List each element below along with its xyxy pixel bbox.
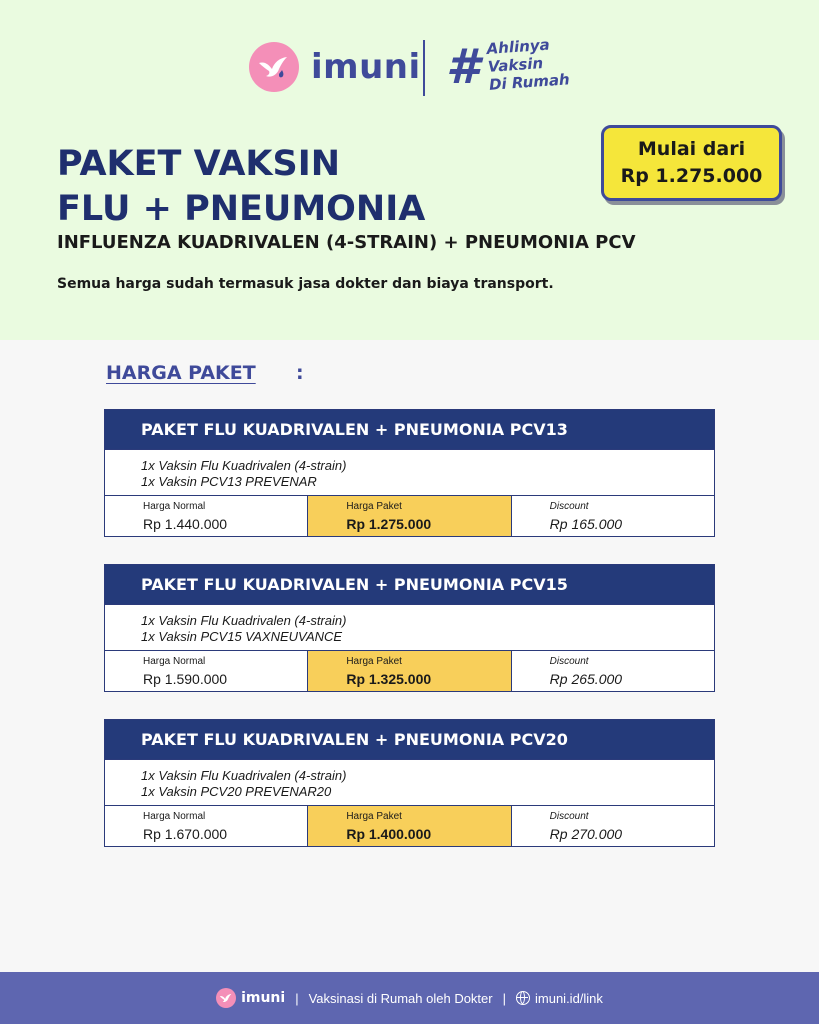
normal-price-label: Harga Normal bbox=[143, 501, 206, 512]
package-item: 1x Vaksin PCV15 VAXNEUVANCE bbox=[141, 629, 343, 644]
discount-value: Rp 265.000 bbox=[549, 671, 623, 687]
section-colon: : bbox=[296, 362, 304, 384]
discount-label: Discount bbox=[549, 501, 589, 512]
tagline bbox=[486, 34, 570, 93]
normal-price-cell bbox=[105, 806, 307, 846]
globe-icon bbox=[516, 991, 530, 1005]
footer-separator: | bbox=[295, 990, 299, 1006]
discount-cell bbox=[511, 651, 714, 691]
package-item: 1x Vaksin PCV13 PREVENAR bbox=[141, 474, 317, 489]
package-price-label: Harga Paket bbox=[346, 501, 402, 512]
package-price-label: Harga Paket bbox=[346, 811, 402, 822]
package-item: 1x Vaksin PCV20 PREVENAR20 bbox=[141, 784, 332, 799]
bird-logo-icon bbox=[249, 42, 299, 92]
footer-service-text: Vaksinasi di Rumah oleh Dokter bbox=[308, 990, 493, 1006]
package-item: 1x Vaksin Flu Kuadrivalen (4-strain) bbox=[141, 458, 347, 473]
package-price-cell bbox=[307, 651, 510, 691]
starting-price-badge bbox=[601, 125, 782, 201]
package-items bbox=[105, 604, 714, 651]
tagline-line: Vaksin bbox=[487, 54, 544, 76]
price-row bbox=[105, 496, 714, 536]
package-item: 1x Vaksin Flu Kuadrivalen (4-strain) bbox=[141, 613, 347, 628]
brand-name: imuni bbox=[311, 47, 421, 87]
price-row bbox=[105, 651, 714, 691]
page-subtitle: INFLUENZA KUADRIVALEN (4-STRAIN) + PNEUMONIA PCV bbox=[57, 232, 636, 253]
package-price-value: Rp 1.400.000 bbox=[346, 826, 432, 842]
tagline-line: Di Rumah bbox=[488, 70, 571, 94]
normal-price-cell bbox=[105, 651, 307, 691]
package-price-cell bbox=[307, 496, 510, 536]
package-card bbox=[104, 409, 715, 537]
package-card bbox=[104, 564, 715, 692]
discount-value: Rp 165.000 bbox=[549, 516, 623, 532]
package-item: 1x Vaksin Flu Kuadrivalen (4-strain) bbox=[141, 768, 347, 783]
normal-price-cell bbox=[105, 496, 307, 536]
package-name: PAKET FLU KUADRIVALEN + PNEUMONIA PCV20 bbox=[105, 720, 714, 759]
package-price-label: Harga Paket bbox=[346, 656, 402, 667]
title-line: FLU + PNEUMONIA bbox=[57, 189, 426, 229]
discount-cell bbox=[511, 806, 714, 846]
package-price-cell bbox=[307, 806, 510, 846]
footer-link[interactable]: imuni.id/link bbox=[535, 990, 603, 1006]
package-price-value: Rp 1.275.000 bbox=[346, 516, 432, 532]
price-row bbox=[105, 806, 714, 846]
price-note: Semua harga sudah termasuk jasa dokter dan biaya transport. bbox=[57, 276, 554, 292]
footer-bar bbox=[0, 972, 819, 1024]
normal-price-label: Harga Normal bbox=[143, 656, 206, 667]
section-title: HARGA PAKET bbox=[106, 362, 256, 384]
footer-separator: | bbox=[502, 990, 506, 1006]
discount-label: Discount bbox=[549, 811, 589, 822]
package-name: PAKET FLU KUADRIVALEN + PNEUMONIA PCV13 bbox=[105, 410, 714, 449]
discount-cell bbox=[511, 496, 714, 536]
hashtag-symbol: # bbox=[446, 39, 480, 95]
package-name: PAKET FLU KUADRIVALEN + PNEUMONIA PCV15 bbox=[105, 565, 714, 604]
footer-brand: imuni bbox=[241, 990, 286, 1006]
discount-label: Discount bbox=[549, 656, 589, 667]
normal-price-value: Rp 1.440.000 bbox=[143, 516, 228, 532]
badge-label: Mulai dari bbox=[637, 138, 746, 160]
normal-price-label: Harga Normal bbox=[143, 811, 206, 822]
package-price-value: Rp 1.325.000 bbox=[346, 671, 432, 687]
title-line: PAKET VAKSIN bbox=[57, 144, 341, 184]
badge-price: Rp 1.275.000 bbox=[620, 165, 763, 187]
brand-logo bbox=[249, 42, 421, 92]
package-card bbox=[104, 719, 715, 847]
bird-logo-icon bbox=[216, 988, 236, 1008]
normal-price-value: Rp 1.670.000 bbox=[143, 826, 228, 842]
header-divider bbox=[423, 40, 425, 96]
package-items bbox=[105, 759, 714, 806]
normal-price-value: Rp 1.590.000 bbox=[143, 671, 228, 687]
page-title bbox=[57, 142, 425, 232]
package-items bbox=[105, 449, 714, 496]
discount-value: Rp 270.000 bbox=[549, 826, 623, 842]
tagline-line: Ahlinya bbox=[486, 35, 551, 58]
